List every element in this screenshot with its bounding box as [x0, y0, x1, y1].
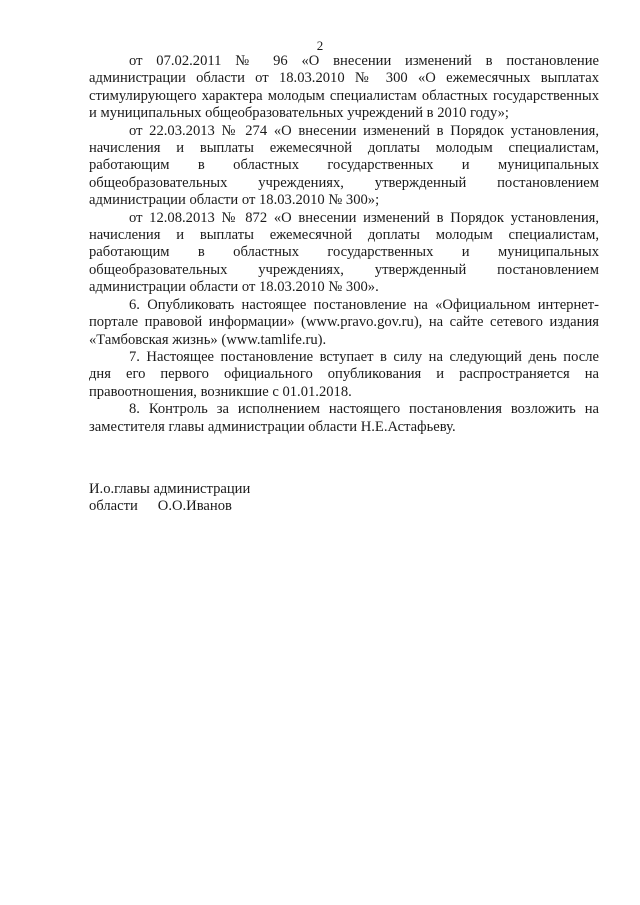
paragraph-amendment-2013-274: от 22.03.2013 № 274 «О внесении изменений в Порядок установления, начисления и выплаты ежемесячной доплаты молодым специалистам, работающим в областных государственных и муниципальных общеобразовательных учреждениях, утвержденный постановлением администрации области от 18.03.2010 № 300»; — [89, 122, 599, 209]
signature-title-line: И.о.главы администрации — [89, 481, 251, 497]
paragraph-item-7: 7. Настоящее постановление вступает в силу на следующий день после дня его первого официального опубликования и распространяется на правоотношения, возникшие с 01.01.2018. — [89, 348, 599, 400]
page-number: 2 — [316, 38, 324, 53]
paragraph-amendment-2011: от 07.02.2011 № 96 «О внесении изменений в постановление администрации области от 18.03.2010 № 300 «О ежемесячных выплатах стимулирующего характера молодым специалистам областных государственных и муниципальных общеобразовательных учреждений в 2010 году»; — [89, 53, 599, 122]
paragraph-amendment-2013-872: от 12.08.2013 № 872 «О внесении изменений в Порядок установления, начисления и выплаты ежемесячной доплаты молодым специалистам, работающим в областных государственных и муниципальных общеобразовательных учреждениях, утвержденный постановлением администрации области от 18.03.2010 № 300». — [89, 209, 599, 296]
signature-title-continuation: области — [89, 498, 138, 515]
signature-name-line — [89, 498, 389, 515]
document-body — [89, 53, 599, 436]
signature-block — [89, 481, 389, 516]
paragraph-item-8: 8. Контроль за исполнением настоящего постановления возложить на заместителя главы администрации области Н.Е.Астафьеву. — [89, 401, 599, 435]
signatory-name: О.О.Иванов — [157, 498, 232, 515]
paragraph-item-6: 6. Опубликовать настоящее постановление на «Официальном интернет-портале правовой информации» (www.pravo.gov.ru), на сайте сетевого издания «Тамбовская жизнь» (www.tamlife.ru). — [89, 296, 599, 348]
